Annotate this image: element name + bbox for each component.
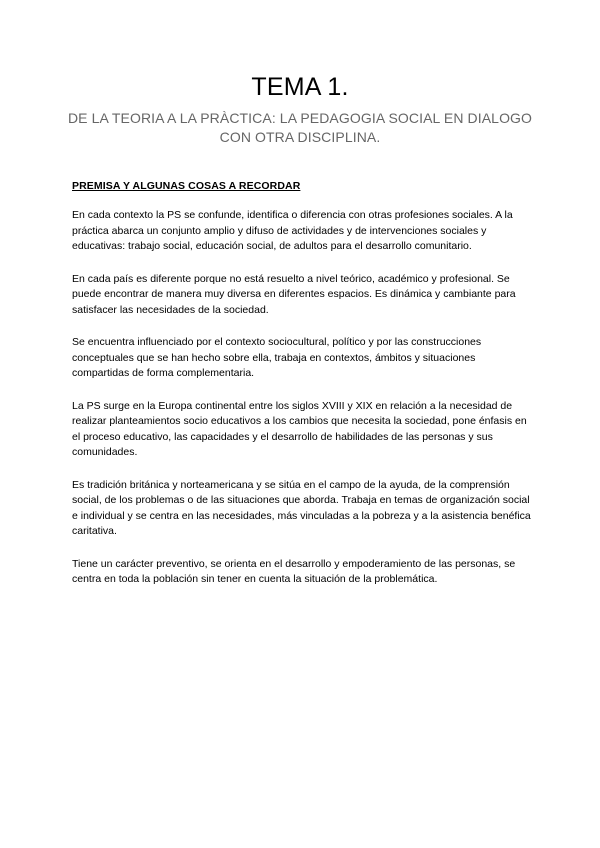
paragraph-6: Tiene un carácter preventivo, se orienta en el desarrollo y empoderamiento de las personas, se centra en toda la población sin tener en cuenta la situación de la problemática. — [72, 557, 516, 585]
paragraph-1: En cada contexto la PS se confunde, identifica o diferencia con otras profesiones sociales. A la práctica abarca un conjunto amplio y difuso de actividades y de intervenciones sociales y educativas: trabajo social, educación social, de adultos para el desarrollo comunitario. — [72, 209, 513, 252]
paragraph-5: Es tradición británica y norteamericana y se sitúa en el campo de la ayuda, de la comprensión social, de los problemas o de las situaciones que aborda. Trabaja en temas de organización social e individual y se centra en las necesidades, más vinculadas a la pobreza y a la asistencia benéfica caritativa. — [72, 478, 531, 537]
paragraph-3: Se encuentra influenciado por el contexto sociocultural, político y por las construcciones conceptuales que se han hecho sobre ella, trabaja en contextos, ámbitos y situaciones compartidas de forma complementaria. — [72, 336, 482, 379]
document-body — [72, 180, 532, 605]
page-title: TEMA 1. — [251, 73, 349, 101]
paragraph-4: La PS surge en la Europa continental entre los siglos XVIII y XIX en relación a la necesidad de realizar planteamientos socio educativos a los cambios que necesita la sociedad, pone énfasis en el proceso educativo, las capacidades y el desarrollo de habilidades de las personas y sus comunidades. — [72, 399, 527, 458]
page-subtitle: DE LA TEORIA A LA PRÀCTICA: LA PEDAGOGIA SOCIAL EN DIALOGO CON OTRA DISCIPLINA. — [67, 110, 533, 145]
paragraph-2: En cada país es diferente porque no está resuelto a nivel teórico, académico y profesional. Se puede encontrar de manera muy diversa en diferentes espacios. Es dinámica y cambiante para satisfacer las necesidades de la sociedad. — [72, 272, 516, 316]
section-heading: PREMISA Y ALGUNAS COSAS A RECORDAR — [72, 180, 301, 192]
